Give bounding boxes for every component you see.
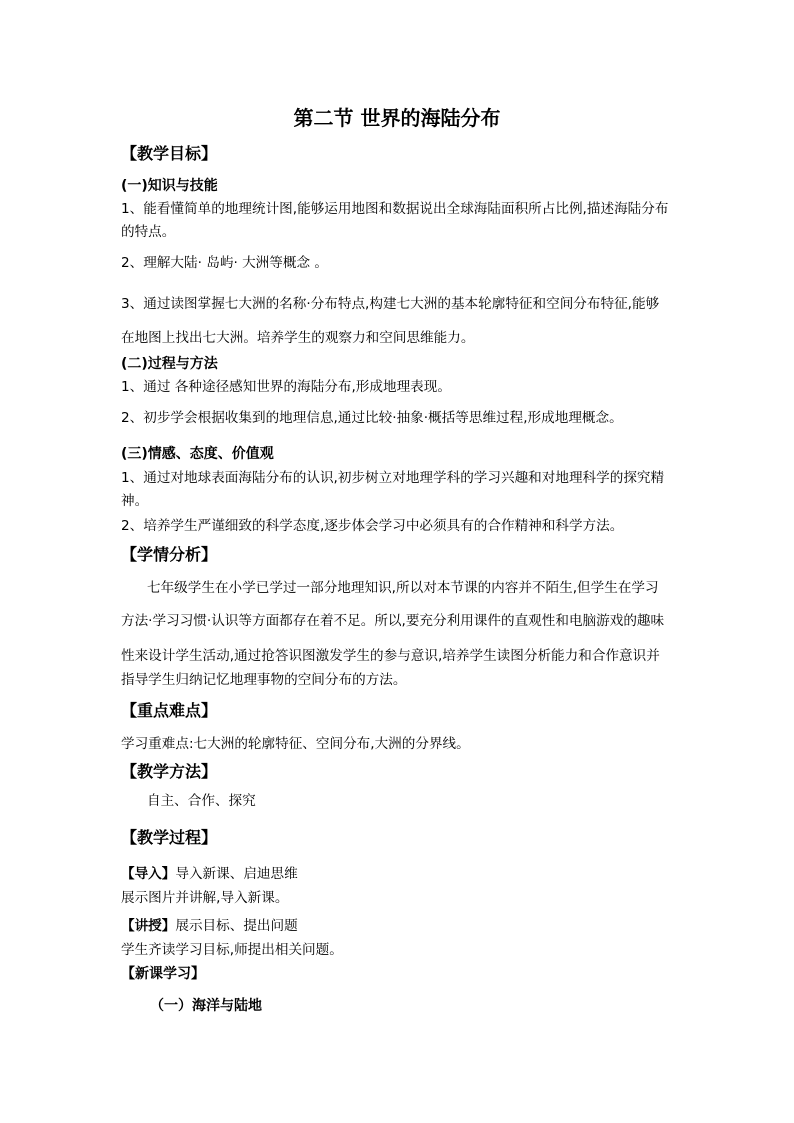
paragraph-analysis-line1: 七年级学生在小学已学过一部分地理知识,所以对本节课的内容并不陌生,但学生在学习 [147,580,659,596]
intro-text: 导入新课、启迪思维 [175,866,298,882]
section-heading-methods: 【教学方法】 [121,762,218,781]
paragraph-analysis-line2: 方法·学习习惯·认识等方面都存在着不足。所以,要充分利用课件的直观性和电脑游戏的趣味 [121,613,665,629]
paragraph-methods: 自主、合作、探究 [147,793,256,809]
section-heading-objectives: 【教学目标】 [121,144,218,163]
paragraph-intro: 展示图片并讲解,导入新课。 [121,890,289,906]
subheading-ocean-land: （一）海洋与陆地 [150,998,262,1014]
paragraph-obj1-2: 2、理解大陆· 岛屿· 大洲等概念 。 [121,255,328,271]
paragraph-obj1-3a: 3、通过读图掌握七大洲的名称·分布特点,构建七大洲的基本轮廓特征和空间分布特征,能够 [121,296,660,312]
section-heading-new-learning: 【新课学习】 [121,966,205,982]
page-title: 第二节 世界的海陆分布 [293,106,501,130]
paragraph-analysis-line4: 指导学生归纳记忆地理事物的空间分布的方法。 [121,672,407,688]
paragraph-obj3-1: 1、通过对地球表面海陆分布的认识,初步树立对地理学科的学习兴趣和对地理科学的探究精神。 [121,470,665,509]
section-heading-keypoints: 【重点难点】 [121,701,218,720]
lecture-line [121,920,298,934]
paragraph-obj1-3b: 在地图上找出七大洲。培养学生的观察力和空间思维能力。 [121,330,475,346]
intro-line [121,868,298,882]
paragraph-lecture: 学生齐读学习目标,师提出相关问题。 [121,942,343,958]
subheading-emotions-values: (三)情感、态度、价值观 [121,446,274,462]
intro-label: 【导入】 [121,866,176,882]
paragraph-keypoints: 学习重难点:七大洲的轮廓特征、空间分布,大洲的分界线。 [121,736,470,752]
subheading-knowledge-skills: (一)知识与技能 [121,178,218,194]
section-heading-analysis: 【学情分析】 [121,545,218,564]
lecture-text: 展示目标、提出问题 [175,918,298,934]
lecture-label: 【讲授】 [121,918,176,934]
paragraph-analysis-line3: 性来设计学生活动,通过抢答识图激发学生的参与意识,培养学生读图分析能力和合作意识并 [121,648,660,664]
paragraph-obj3-2: 2、培养学生严谨细致的科学态度,逐步体会学习中必须具有的合作精神和科学方法。 [121,518,624,534]
section-heading-process: 【教学过程】 [121,828,218,847]
paragraph-obj1-1: 1、能看懂简单的地理统计图,能够运用地图和数据说出全球海陆面积所占比例,描述海陆分布的特点。 [121,201,669,240]
paragraph-obj2-1: 1、通过 各种途径感知世界的海陆分布,形成地理表现。 [121,379,451,395]
paragraph-obj2-2: 2、初步学会根据收集到的地理信息,通过比较·抽象·概括等思维过程,形成地理概念。 [121,410,623,426]
subheading-process-methods: (二)过程与方法 [121,356,218,372]
